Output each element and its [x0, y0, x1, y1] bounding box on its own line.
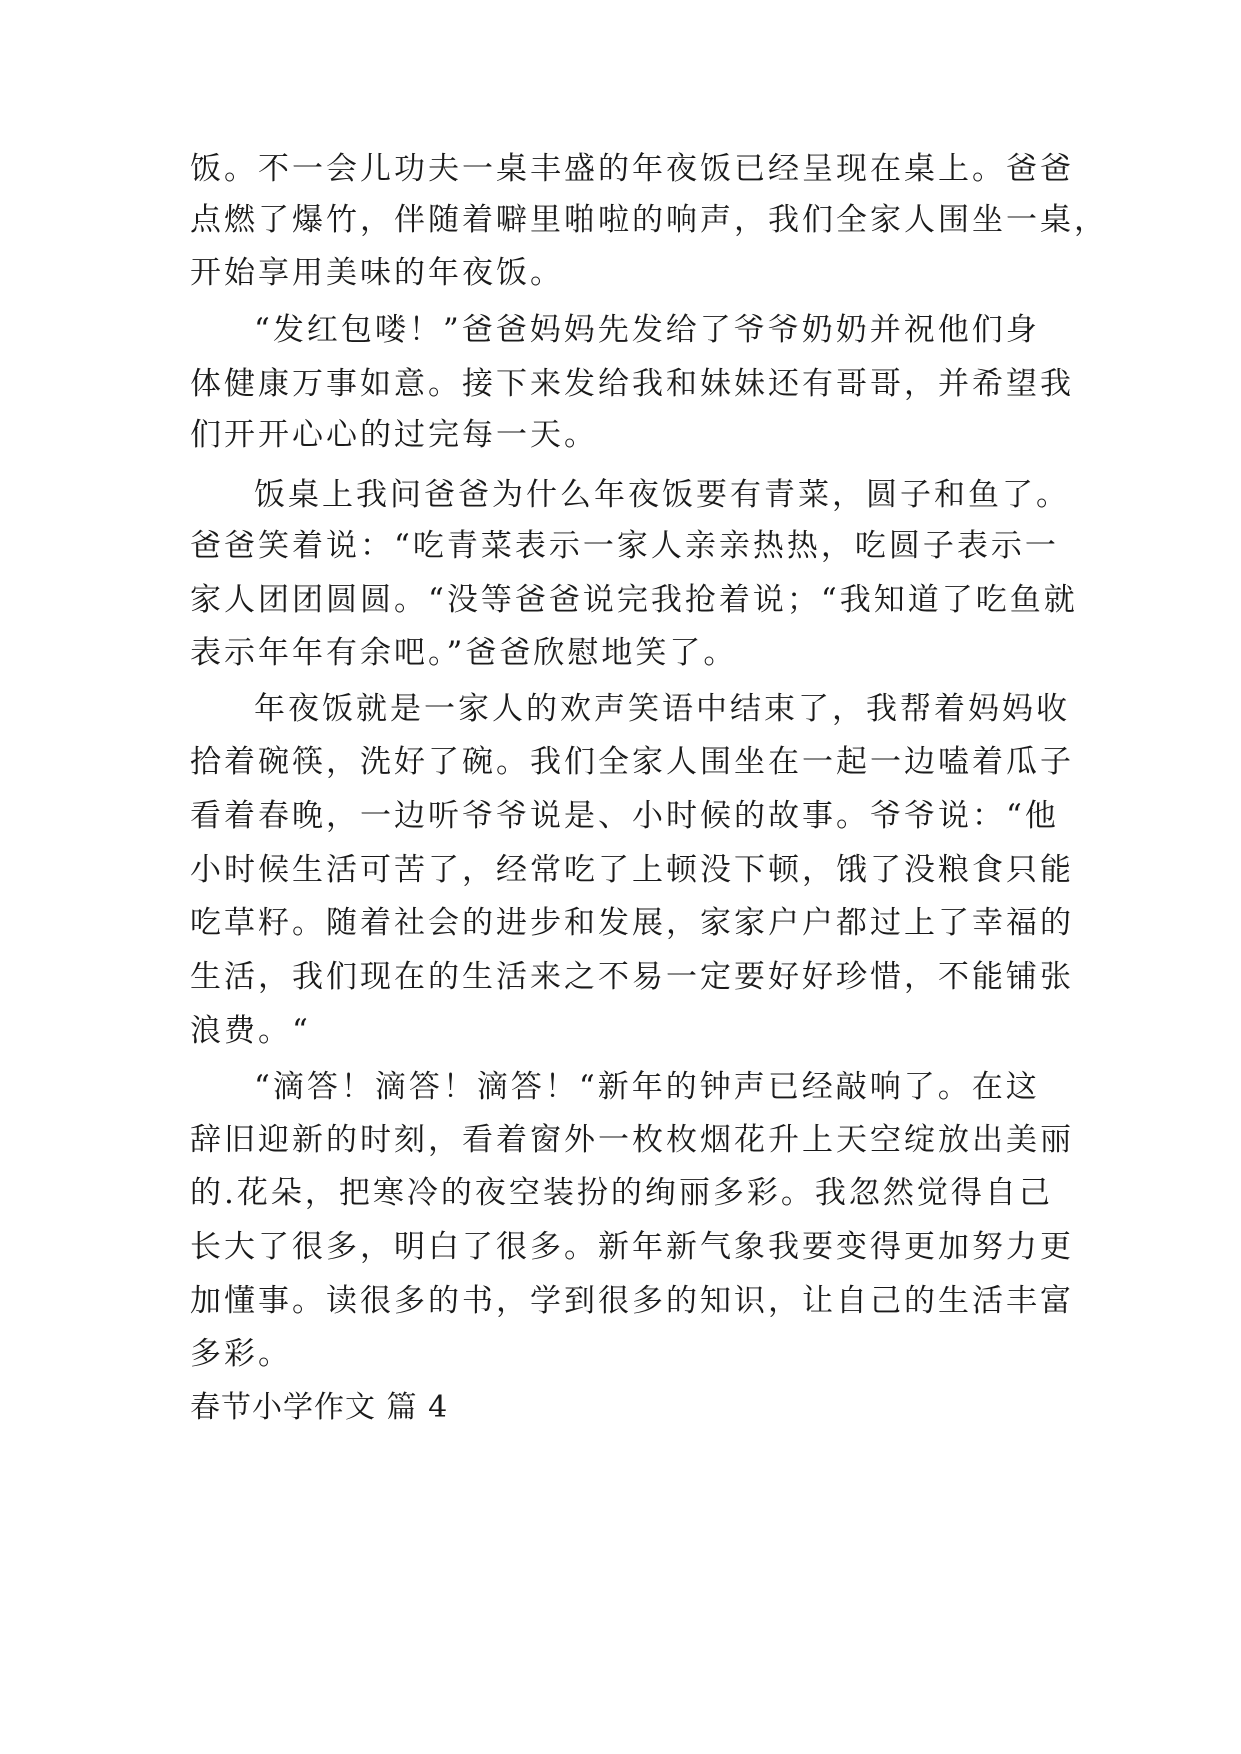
- paragraph-first-line: 饭桌上我问爸爸为什么年夜饭要有青菜，圆子和鱼了。: [254, 477, 1070, 513]
- text-line: 看着春晚，一边听爷爷说是、小时候的故事。爷爷说：“他: [190, 798, 1059, 834]
- text-line: 辞旧迎新的时刻，看着窗外一枚枚烟花升上天空绽放出美丽: [190, 1122, 1074, 1158]
- text-line: 吃草籽。随着社会的进步和发展，家家户户都过上了幸福的: [190, 905, 1074, 941]
- text-line: 加懂事。读很多的书，学到很多的知识，让自己的生活丰富: [190, 1283, 1074, 1319]
- paragraph-first-line: 年夜饭就是一家人的欢声笑语中结束了，我帮着妈妈收: [254, 691, 1070, 727]
- text-line: 浪费。“: [190, 1013, 311, 1049]
- text-line: 饭。不一会儿功夫一桌丰盛的年夜饭已经呈现在桌上。爸爸: [190, 151, 1074, 187]
- text-line: 家人团团圆圆。“没等爸爸说完我抢着说；“我知道了吃鱼就: [190, 582, 1078, 618]
- text-line: 生活，我们现在的生活来之不易一定要好好珍惜，不能铺张: [190, 959, 1074, 995]
- text-line: 小时候生活可苦了，经常吃了上顿没下顿，饿了没粮食只能: [190, 852, 1074, 888]
- paragraph-first-line: “滴答！滴答！滴答！“新年的钟声已经敲响了。在这: [254, 1069, 1040, 1105]
- text-line: 拾着碗筷，洗好了碗。我们全家人围坐在一起一边嗑着瓜子: [190, 744, 1074, 780]
- text-line: 长大了很多，明白了很多。新年新气象我要变得更加努力更: [190, 1229, 1074, 1265]
- text-line: 开始享用美味的年夜饭。: [190, 255, 564, 291]
- text-line: 点燃了爆竹，伴随着噼里啪啦的响声，我们全家人围坐一桌，: [190, 202, 1108, 238]
- text-line: 们开开心心的过完每一天。: [190, 417, 598, 453]
- text-line: 表示年年有余吧。”爸爸欣慰地笑了。: [190, 635, 738, 671]
- text-line: 多彩。: [190, 1336, 292, 1372]
- paragraph-first-line: “发红包喽！”爸爸妈妈先发给了爷爷奶奶并祝他们身: [254, 312, 1040, 348]
- text-line: 爸爸笑着说：“吃青菜表示一家人亲亲热热，吃圆子表示一: [190, 528, 1059, 564]
- section-title: 春节小学作文 篇 4: [190, 1390, 449, 1425]
- text-line: 的.花朵，把寒冷的夜空装扮的绚丽多彩。我忽然觉得自己: [190, 1175, 1053, 1211]
- text-line: 体健康万事如意。接下来发给我和妹妹还有哥哥，并希望我: [190, 366, 1074, 402]
